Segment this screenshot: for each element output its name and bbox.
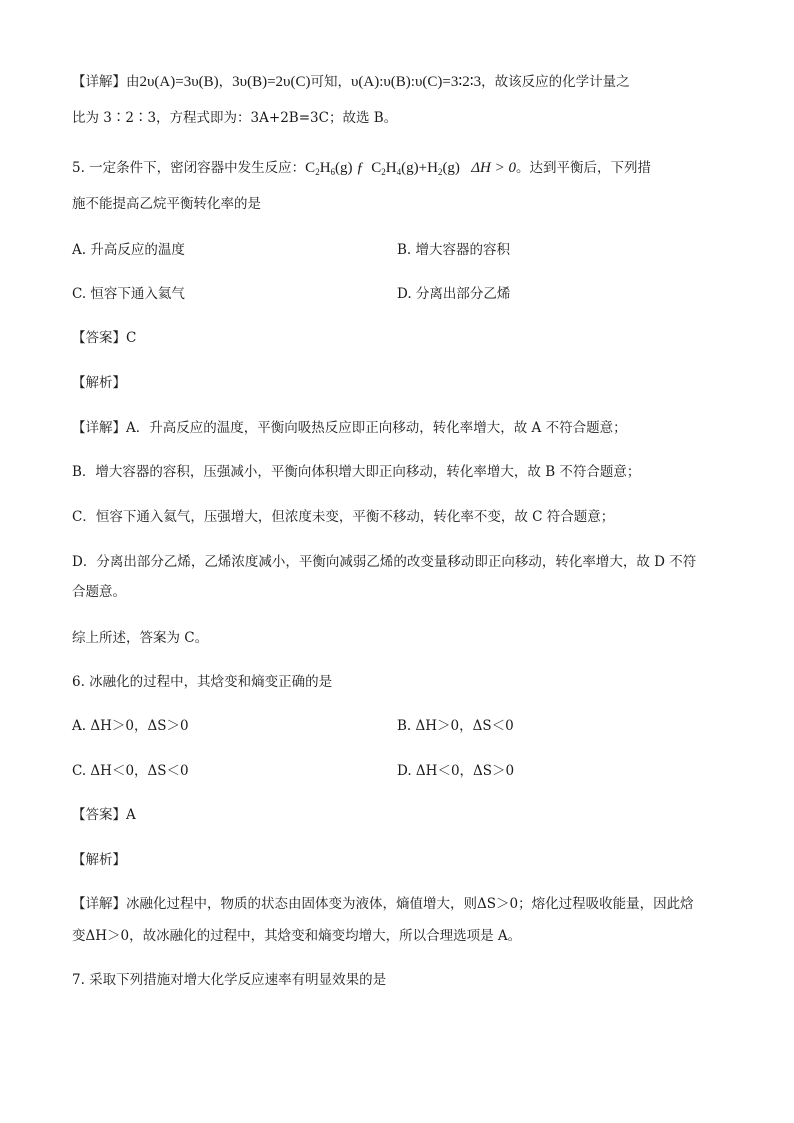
q5-stem-line-2: 施不能提高乙烷平衡转化率的是 bbox=[72, 196, 261, 212]
q5-detail-a: 【详解】A．升高反应的温度，平衡向吸热反应即正向移动，转化率增大，故 A 不符合题意； bbox=[72, 420, 627, 436]
q5-h2-sub: 2 bbox=[437, 167, 443, 177]
q5-c2h4-c: C bbox=[371, 160, 382, 176]
q5-reaction-equation bbox=[305, 160, 516, 176]
q4-detail-tail: ，故该反应的化学计量之 bbox=[481, 74, 630, 90]
q6-option-d: D. ΔH＜0，ΔS＞0 bbox=[397, 763, 515, 779]
q5-detail-c: C．恒容下通入氦气，压强增大，但浓度未变，平衡不移动，转化率不变，故 C 符合题意； bbox=[72, 509, 615, 525]
q5-detail-d-line-2: 合题意。 bbox=[72, 584, 126, 600]
q5-stem-line-1 bbox=[72, 158, 651, 178]
q7-stem: 7. 采取下列措施对增大化学反应速率有明显效果的是 bbox=[72, 972, 387, 988]
q6-stem: 6. 冰融化的过程中，其焓变和熵变正确的是 bbox=[72, 674, 333, 690]
q5-c2h4-sub2: 4 bbox=[396, 167, 402, 177]
q4-separator: ， bbox=[218, 74, 233, 90]
q6-answer: 【答案】A bbox=[72, 807, 136, 823]
q4-detail-prefix: 【详解】由 bbox=[72, 74, 140, 90]
q6-detail-line-1: 【详解】冰融化过程中，物质的状态由固体变为液体，熵值增大，则ΔS＞0；熔化过程吸收能量，因此焓 bbox=[72, 896, 694, 912]
q4-equation-1: 2υ(A)=3υ(B) bbox=[139, 74, 219, 90]
q4-detail-line-1 bbox=[72, 72, 630, 92]
q6-option-a: A. ΔH＞0，ΔS＞0 bbox=[72, 718, 189, 734]
q5-option-a: A. 升高反应的温度 bbox=[72, 242, 185, 258]
q5-stem-end: 。达到平衡后，下列措 bbox=[515, 160, 651, 176]
q4-detail-mid: 可知， bbox=[310, 74, 351, 90]
q5-summary: 综上所述，答案为 C。 bbox=[72, 630, 209, 646]
q4-equation-2: 3υ(B)=2υ(C) bbox=[232, 74, 311, 90]
q5-c2h6-sub1: 2 bbox=[315, 167, 320, 177]
q5-stem-start: 5. 一定条件下，密闭容器中发生反应： bbox=[72, 160, 306, 176]
q6-option-b: B. ΔH＞0，ΔS＜0 bbox=[397, 718, 514, 734]
q6-option-c: C. ΔH＜0，ΔS＜0 bbox=[72, 763, 189, 779]
q6-analysis-heading: 【解析】 bbox=[72, 852, 126, 868]
q5-equilibrium-arrow: ƒ bbox=[356, 160, 364, 176]
q5-detail-d-line-1: D．分离出部分乙烯，乙烯浓度减小，平衡向减弱乙烯的改变量移动即正向移动，转化率增大，故 D 不符 bbox=[72, 554, 697, 570]
q4-detail-line-2: 比为 3∶2∶3，方程式即为：3A+2B=3C；故选 B。 bbox=[72, 110, 398, 126]
q5-c2h6-sub2: 6 bbox=[330, 167, 336, 177]
q5-detail-b: B．增大容器的容积，压强减小，平衡向体积增大即正向移动，转化率增大，故 B 不符合题意； bbox=[72, 464, 641, 480]
q5-c2h6-c: C bbox=[305, 160, 316, 176]
q5-c2h6-h: H bbox=[319, 160, 331, 176]
q5-option-c: C. 恒容下通入氦气 bbox=[72, 286, 185, 302]
q5-enthalpy-condition: ΔH > 0 bbox=[471, 160, 516, 176]
q5-state-2: (g)+H bbox=[401, 160, 438, 176]
q5-option-b: B. 增大容器的容积 bbox=[397, 242, 511, 258]
q5-analysis-heading: 【解析】 bbox=[72, 375, 126, 391]
q5-c2h4-sub1: 2 bbox=[381, 167, 386, 177]
q5-state-3: (g) bbox=[442, 160, 460, 176]
q5-state-1: (g) bbox=[335, 160, 353, 176]
q5-c2h4-h: H bbox=[385, 160, 397, 176]
q5-answer: 【答案】C bbox=[72, 330, 137, 346]
q6-detail-line-2: 变ΔH＞0，故冰融化的过程中，其焓变和熵变均增大，所以合理选项是 A。 bbox=[72, 928, 522, 944]
q5-option-d: D. 分离出部分乙烯 bbox=[397, 286, 511, 302]
q4-rate-ratio: υ(A):υ(B):υ(C)=3∶2∶3 bbox=[350, 74, 482, 90]
